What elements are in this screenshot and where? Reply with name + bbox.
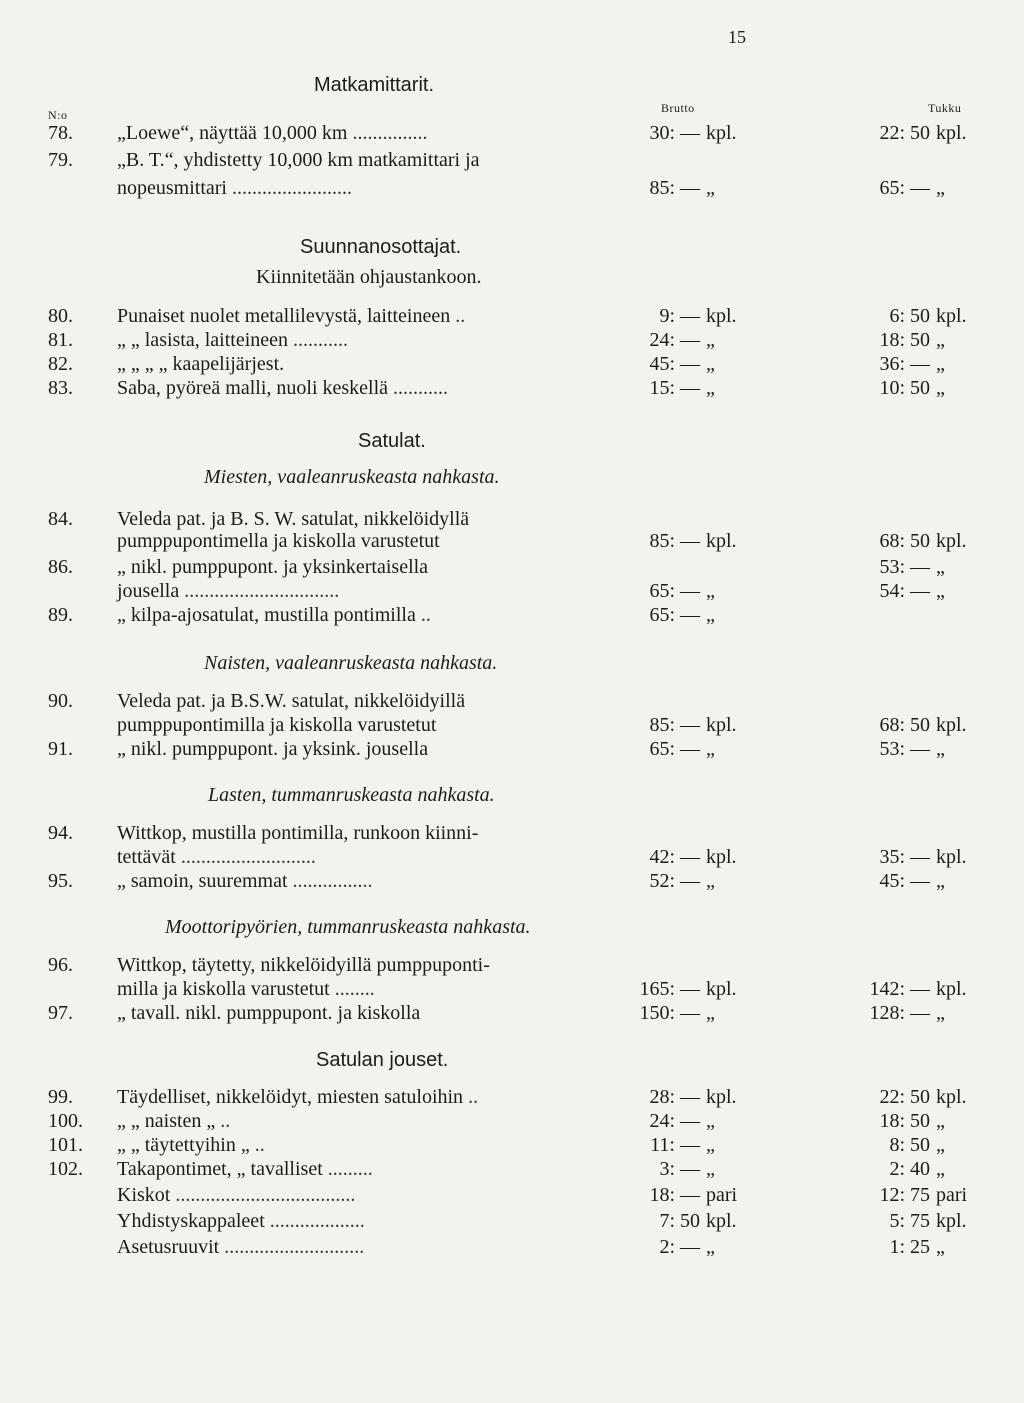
- column-header-number: N:o: [48, 108, 68, 122]
- item-description-text: Veleda pat. ja B.S.W. satulat, nikkelöidyillä: [117, 690, 466, 712]
- dot-leader: ..: [220, 1110, 231, 1132]
- table-row: [0, 149, 1024, 173]
- table-row: [0, 870, 1024, 894]
- brutto-price: 30: —: [649, 122, 700, 144]
- tukku-unit: „: [936, 377, 945, 399]
- item-description-text: pumppupontimella ja kiskolla varustetut: [117, 530, 440, 552]
- item-description-text: „ „ lasista, laitteineen: [117, 329, 289, 351]
- brutto-unit: kpl.: [706, 305, 737, 327]
- item-description-text: „ „ „ „ kaapelijärjest.: [117, 353, 285, 375]
- subsection-lasten: Lasten, tummanruskeasta nahkasta.: [208, 784, 495, 806]
- brutto-unit: „: [706, 604, 715, 626]
- item-description-text: „ „ naisten „: [117, 1110, 216, 1132]
- item-description: [117, 377, 448, 400]
- tukku-price: 35: —: [879, 846, 930, 868]
- item-number: 96.: [48, 954, 73, 976]
- tukku-price: 12: 75: [879, 1184, 930, 1206]
- table-row: [0, 1236, 1024, 1260]
- tukku-unit: „: [936, 556, 945, 578]
- dot-leader: ..: [468, 1086, 479, 1108]
- item-number: 84.: [48, 508, 73, 530]
- item-description: [117, 738, 428, 761]
- brutto-price: 85: —: [649, 530, 700, 552]
- tukku-unit: kpl.: [936, 1086, 967, 1108]
- tukku-price: 22: 50: [879, 1086, 930, 1108]
- tukku-unit: kpl.: [936, 122, 967, 144]
- item-description-text: Saba, pyöreä malli, nuoli keskellä: [117, 377, 389, 399]
- item-description-text: Veleda pat. ja B. S. W. satulat, nikkelöidyllä: [117, 508, 470, 530]
- item-number: 83.: [48, 377, 73, 399]
- brutto-price: 11: —: [650, 1134, 700, 1156]
- column-header-brutto: Brutto: [661, 101, 695, 115]
- brutto-unit: „: [706, 738, 715, 760]
- tukku-unit: kpl.: [936, 530, 967, 552]
- tukku-unit: „: [936, 329, 945, 351]
- table-row: [0, 954, 1024, 978]
- item-number: 89.: [48, 604, 73, 626]
- section-title-satulan-jouset: Satulan jouset.: [316, 1049, 449, 1071]
- brutto-unit: „: [706, 177, 715, 199]
- item-description: [117, 508, 469, 531]
- table-row: [0, 122, 1024, 146]
- item-description: [117, 714, 436, 737]
- brutto-unit: „: [706, 1134, 715, 1156]
- tukku-price: 53: —: [879, 738, 930, 760]
- table-row: [0, 690, 1024, 714]
- tukku-price: 65: —: [879, 177, 930, 199]
- dot-leader: ...........: [293, 329, 349, 351]
- table-row: [0, 377, 1024, 401]
- brutto-unit: kpl.: [706, 978, 737, 1000]
- item-description: [117, 690, 465, 713]
- table-row: [0, 1110, 1024, 1134]
- item-description: [117, 1210, 365, 1233]
- table-row: [0, 714, 1024, 738]
- brutto-price: 15: —: [649, 377, 700, 399]
- item-description: [117, 846, 316, 869]
- item-description-text: Takapontimet, „ tavalliset: [117, 1158, 323, 1180]
- item-description: [117, 177, 352, 200]
- brutto-price: 2: —: [659, 1236, 700, 1258]
- item-description-text: „ tavall. nikl. pumppupont. ja kiskolla: [117, 1002, 421, 1024]
- table-row: [0, 305, 1024, 329]
- brutto-price: 150: —: [639, 1002, 700, 1024]
- dot-leader: ....................................: [175, 1184, 356, 1206]
- tukku-unit: „: [936, 353, 945, 375]
- item-description-text: nopeusmittari: [117, 177, 227, 199]
- tukku-price: 36: —: [879, 353, 930, 375]
- table-row: [0, 978, 1024, 1002]
- item-description-text: milla ja kiskolla varustetut: [117, 978, 330, 1000]
- item-description: [117, 1236, 364, 1259]
- item-description-text: „ nikl. pumppupont. ja yksink. jousella: [117, 738, 429, 760]
- brutto-unit: kpl.: [706, 530, 737, 552]
- subsection-miesten: Miesten, vaaleanruskeasta nahkasta.: [204, 466, 500, 488]
- section-title-suunnanosottajat: Suunnanosottajat.: [300, 236, 462, 258]
- brutto-unit: kpl.: [706, 846, 737, 868]
- tukku-unit: „: [936, 1110, 945, 1132]
- tukku-unit: „: [936, 870, 945, 892]
- tukku-unit: „: [936, 1158, 945, 1180]
- item-description: [117, 870, 373, 893]
- table-row: [0, 1210, 1024, 1234]
- table-row: [0, 353, 1024, 377]
- tukku-unit: kpl.: [936, 714, 967, 736]
- item-description-text: Wittkop, mustilla pontimilla, runkoon kiinni-: [117, 822, 479, 844]
- dot-leader: ..: [455, 305, 466, 327]
- brutto-unit: kpl.: [706, 122, 737, 144]
- brutto-price: 85: —: [649, 177, 700, 199]
- brutto-unit: „: [706, 353, 715, 375]
- tukku-unit: kpl.: [936, 305, 967, 327]
- dot-leader: ........: [334, 978, 375, 1000]
- item-description: [117, 149, 480, 172]
- brutto-unit: „: [706, 1110, 715, 1132]
- item-description: [117, 305, 465, 328]
- item-number: 101.: [48, 1134, 83, 1156]
- subsection-moottoripyorien: Moottoripyörien, tummanruskeasta nahkasta.: [165, 916, 531, 938]
- brutto-price: 165: —: [639, 978, 700, 1000]
- item-number: 80.: [48, 305, 73, 327]
- item-description-text: tettävät: [117, 846, 176, 868]
- brutto-price: 9: —: [659, 305, 700, 327]
- page-number: 15: [728, 27, 746, 47]
- table-row: [0, 1184, 1024, 1208]
- brutto-unit: „: [706, 1236, 715, 1258]
- column-header-tukku: Tukku: [928, 101, 962, 115]
- item-number: 79.: [48, 149, 73, 171]
- item-number: 78.: [48, 122, 73, 144]
- brutto-unit: „: [706, 377, 715, 399]
- brutto-unit: „: [706, 870, 715, 892]
- table-row: [0, 738, 1024, 762]
- brutto-price: 65: —: [649, 604, 700, 626]
- tukku-price: 2: 40: [889, 1158, 930, 1180]
- table-row: [0, 1002, 1024, 1026]
- tukku-unit: „: [936, 177, 945, 199]
- item-number: 82.: [48, 353, 73, 375]
- dot-leader: ...........: [393, 377, 449, 399]
- brutto-price: 18: —: [649, 1184, 700, 1206]
- item-description: [117, 1002, 420, 1025]
- tukku-price: 142: —: [869, 978, 930, 1000]
- tukku-price: 6: 50: [889, 305, 930, 327]
- tukku-unit: kpl.: [936, 1210, 967, 1232]
- dot-leader: .........: [327, 1158, 373, 1180]
- table-row: [0, 1158, 1024, 1182]
- tukku-unit: „: [936, 1134, 945, 1156]
- brutto-price: 42: —: [649, 846, 700, 868]
- item-description-text: Punaiset nuolet metallilevystä, laitteineen: [117, 305, 451, 327]
- tukku-price: 10: 50: [879, 377, 930, 399]
- item-number: 100.: [48, 1110, 83, 1132]
- brutto-unit: pari: [706, 1184, 738, 1206]
- tukku-price: 45: —: [879, 870, 930, 892]
- dot-leader: ...........................: [180, 846, 316, 868]
- table-row: [0, 508, 1024, 532]
- tukku-price: 68: 50: [879, 530, 930, 552]
- item-number: 94.: [48, 822, 73, 844]
- brutto-price: 28: —: [649, 1086, 700, 1108]
- tukku-unit: „: [936, 1002, 945, 1024]
- table-row: [0, 556, 1024, 580]
- dot-leader: ............................: [224, 1236, 365, 1258]
- brutto-unit: kpl.: [706, 1086, 737, 1108]
- tukku-price: 18: 50: [879, 1110, 930, 1132]
- section-title-satulat: Satulat.: [358, 430, 426, 452]
- tukku-price: 128: —: [869, 1002, 930, 1024]
- item-description: [117, 822, 478, 845]
- dot-leader: ...............: [352, 122, 428, 144]
- item-description: [117, 329, 348, 352]
- tukku-price: 18: 50: [879, 329, 930, 351]
- item-description-text: Asetusruuvit: [117, 1236, 220, 1258]
- tukku-price: 5: 75: [889, 1210, 930, 1232]
- brutto-unit: kpl.: [706, 714, 737, 736]
- item-description-text: pumppupontimilla ja kiskolla varustetut: [117, 714, 437, 736]
- brutto-price: 65: —: [649, 580, 700, 602]
- item-description: [117, 1086, 478, 1109]
- item-description: [117, 1158, 373, 1181]
- tukku-unit: „: [936, 738, 945, 760]
- item-description: [117, 978, 375, 1001]
- item-description-text: „B. T.“, yhdistetty 10,000 km matkamittari ja: [117, 149, 480, 171]
- item-description-text: Yhdistyskappaleet: [117, 1210, 265, 1232]
- item-description: [117, 604, 431, 627]
- item-number: 102.: [48, 1158, 83, 1180]
- tukku-unit: kpl.: [936, 846, 967, 868]
- item-description-text: Täydelliset, nikkelöidyt, miesten satuloihin: [117, 1086, 464, 1108]
- item-description-text: „Loewe“, näyttää 10,000 km: [117, 122, 348, 144]
- brutto-price: 3: —: [659, 1158, 700, 1180]
- brutto-price: 52: —: [649, 870, 700, 892]
- dot-leader: ........................: [231, 177, 352, 199]
- tukku-price: 68: 50: [879, 714, 930, 736]
- brutto-price: 24: —: [649, 329, 700, 351]
- item-description: [117, 954, 490, 977]
- item-number: 91.: [48, 738, 73, 760]
- item-number: 86.: [48, 556, 73, 578]
- tukku-price: 8: 50: [889, 1134, 930, 1156]
- brutto-unit: „: [706, 1158, 715, 1180]
- brutto-price: 7: 50: [659, 1210, 700, 1232]
- item-description: [117, 556, 428, 579]
- brutto-price: 65: —: [649, 738, 700, 760]
- dot-leader: ..: [420, 604, 431, 626]
- item-number: 90.: [48, 690, 73, 712]
- item-description: [117, 1110, 230, 1133]
- item-number: 95.: [48, 870, 73, 892]
- item-number: 97.: [48, 1002, 73, 1024]
- brutto-unit: kpl.: [706, 1210, 737, 1232]
- item-description-text: jousella: [117, 580, 180, 602]
- brutto-unit: „: [706, 580, 715, 602]
- table-row: [0, 846, 1024, 870]
- section-subtitle-suunnanosottajat: Kiinnitetään ohjaustankoon.: [256, 266, 482, 288]
- tukku-price: 22: 50: [879, 122, 930, 144]
- item-description-text: „ „ täytettyihin „: [117, 1134, 250, 1156]
- tukku-unit: „: [936, 1236, 945, 1258]
- tukku-price: 54: —: [879, 580, 930, 602]
- item-description-text: Wittkop, täytetty, nikkelöidyillä pumppuponti-: [117, 954, 490, 976]
- table-row: [0, 604, 1024, 628]
- item-description: [117, 353, 284, 376]
- item-description-text: „ nikl. pumppupont. ja yksinkertaisella: [117, 556, 429, 578]
- item-description: [117, 530, 440, 553]
- tukku-price: 53: —: [879, 556, 930, 578]
- table-row: [0, 530, 1024, 554]
- item-description: [117, 580, 339, 603]
- table-row: [0, 1086, 1024, 1110]
- item-number: 99.: [48, 1086, 73, 1108]
- table-row: [0, 580, 1024, 604]
- brutto-unit: „: [706, 329, 715, 351]
- item-description: [117, 122, 427, 145]
- tukku-unit: pari: [936, 1184, 968, 1206]
- subsection-naisten: Naisten, vaaleanruskeasta nahkasta.: [204, 652, 498, 674]
- item-description: [117, 1184, 355, 1207]
- table-row: [0, 1134, 1024, 1158]
- item-description-text: „ samoin, suuremmat: [117, 870, 288, 892]
- tukku-unit: „: [936, 580, 945, 602]
- dot-leader: ...................: [269, 1210, 365, 1232]
- table-row: [0, 329, 1024, 353]
- brutto-price: 45: —: [649, 353, 700, 375]
- table-row: [0, 822, 1024, 846]
- dot-leader: ...............................: [184, 580, 340, 602]
- dot-leader: ..: [254, 1134, 265, 1156]
- dot-leader: ................: [292, 870, 373, 892]
- brutto-price: 85: —: [649, 714, 700, 736]
- item-description-text: „ kilpa-ajosatulat, mustilla pontimilla: [117, 604, 416, 626]
- brutto-price: 24: —: [649, 1110, 700, 1132]
- item-description: [117, 1134, 265, 1157]
- tukku-unit: kpl.: [936, 978, 967, 1000]
- brutto-unit: „: [706, 1002, 715, 1024]
- section-title-matkamittarit: Matkamittarit.: [314, 74, 435, 96]
- tukku-price: 1: 25: [889, 1236, 930, 1258]
- item-description-text: Kiskot: [117, 1184, 171, 1206]
- item-number: 81.: [48, 329, 73, 351]
- table-row: [0, 177, 1024, 201]
